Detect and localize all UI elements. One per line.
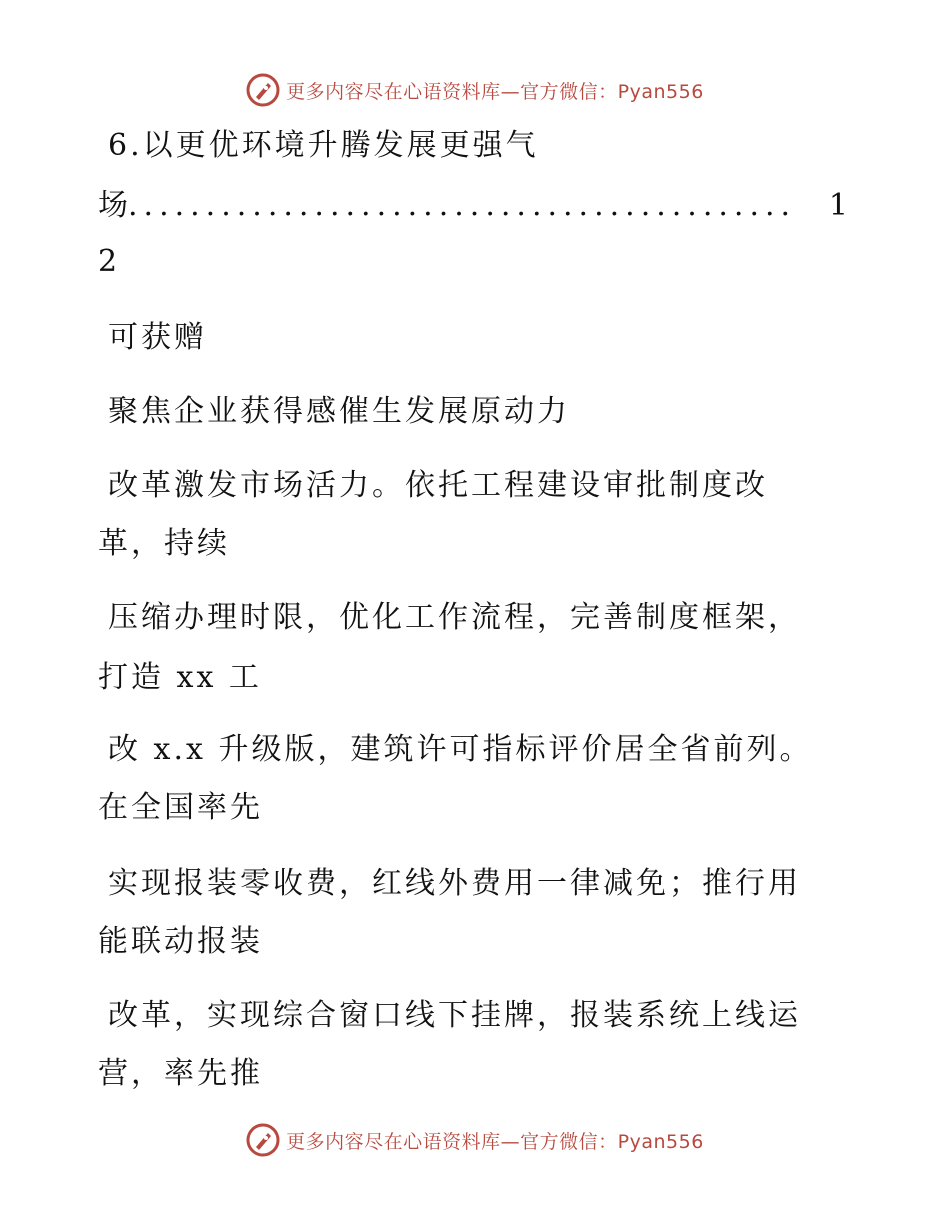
toc-entry-title: 6.以更优环境升腾发展更强气: [108, 128, 539, 163]
body-line: 在全国率先: [98, 790, 263, 825]
body-line: 营，率先推: [98, 1056, 263, 1091]
banner-text: 更多内容尽在心语资料库—官方微信：Pyan556: [286, 1130, 704, 1153]
pen-nib-logo-icon: [246, 73, 280, 107]
banner-text: 更多内容尽在心语资料库—官方微信：Pyan556: [286, 80, 704, 103]
body-line: 改 x.x 升级版，建筑许可指标评价居全省前列。: [108, 732, 813, 767]
body-line: 压缩办理时限，优化工作流程，完善制度框架，: [108, 600, 801, 635]
toc-page-number-part1: 1: [828, 188, 848, 223]
body-line: 改革激发市场活力。依托工程建设审批制度改: [108, 468, 768, 503]
body-line: 打造 xx 工: [98, 660, 262, 695]
toc-entry-title-end: 场: [98, 188, 128, 223]
pen-nib-logo-icon: [246, 1123, 280, 1157]
body-line: 革，持续: [98, 526, 230, 561]
section-heading-focus: 聚焦企业获得感催生发展原动力: [108, 394, 570, 429]
body-line: 实现报装零收费，红线外费用一律减免；推行用: [108, 866, 801, 901]
toc-entry-leader: [98, 188, 848, 224]
header-banner: [0, 70, 950, 110]
toc-page-number-part2: 2: [98, 244, 121, 279]
body-line: 改革，实现综合窗口线下挂牌，报装系统上线运: [108, 998, 801, 1033]
toc-leader-dots: ...........................................: [128, 188, 797, 223]
section-heading-award: 可获赠: [108, 320, 207, 355]
body-line: 能联动报装: [98, 924, 263, 959]
footer-banner: [0, 1120, 950, 1160]
